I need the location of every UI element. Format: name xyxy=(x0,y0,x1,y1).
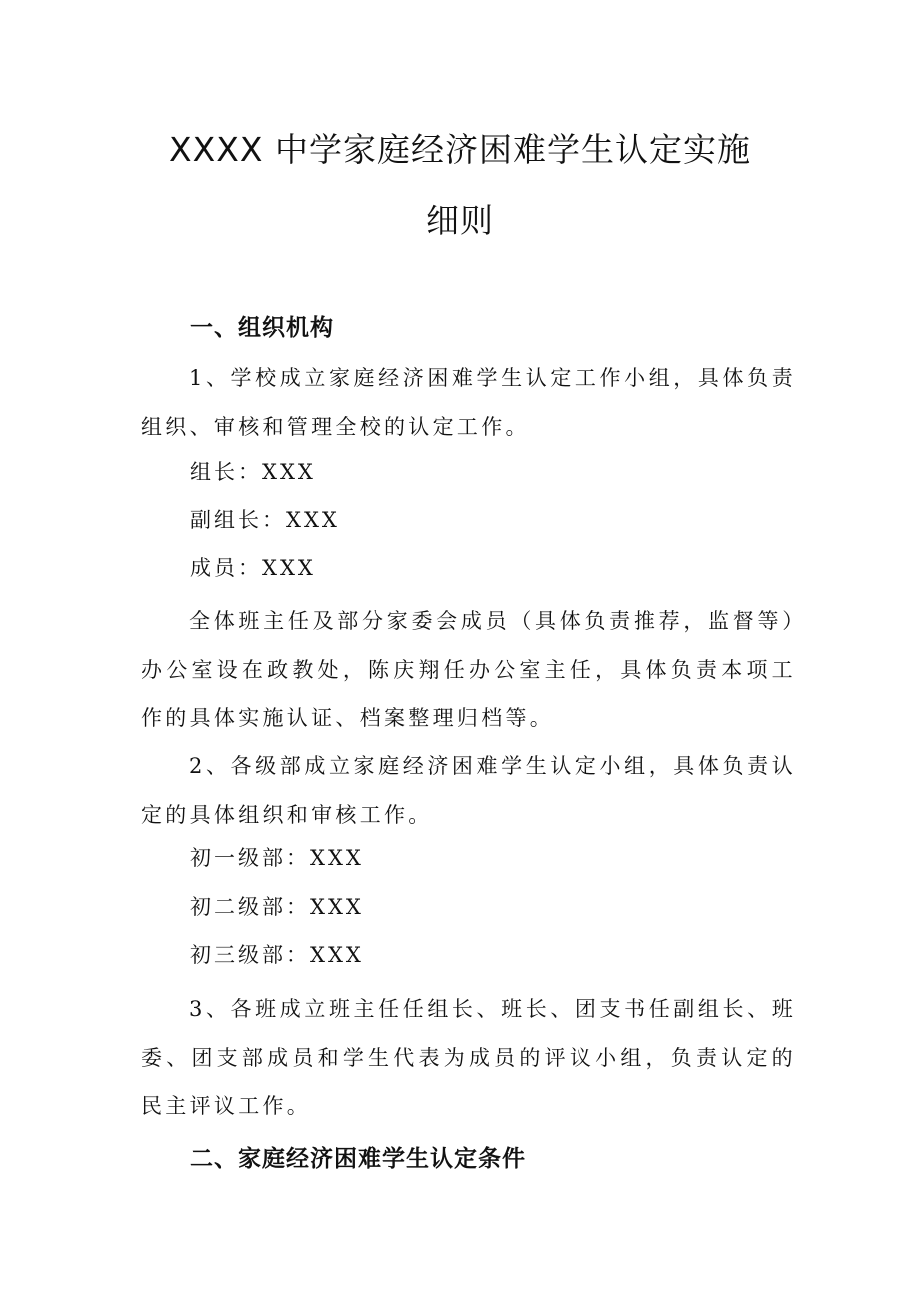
line-grade-3: 初三级部：XXX xyxy=(190,943,364,967)
document-title-line-1: XXXX 中学家庭经济困难学生认定实施 xyxy=(169,130,751,169)
line-grade-1: 初一级部：XXX xyxy=(190,846,364,870)
paragraph-item-1: 1、学校成立家庭经济困难学生认定工作小组，具体负责组织、审核和管理全校的认定工作。 xyxy=(141,366,796,439)
document-title-line-2: 细则 xyxy=(426,201,494,240)
paragraph-office: 全体班主任及部分家委会成员（具体负责推荐，监督等）办公室设在政教处，陈庆翔任办公室主任，具体负责本项工作的具体实施认证、档案整理归档等。 xyxy=(141,609,796,730)
line-leader: 组长：XXX xyxy=(190,460,316,484)
section-heading-conditions: 二、家庭经济困难学生认定条件 xyxy=(190,1146,526,1172)
line-grade-2: 初二级部：XXX xyxy=(190,895,364,919)
paragraph-item-2: 2、各级部成立家庭经济困难学生认定小组，具体负责认定的具体组织和审核工作。 xyxy=(141,754,796,827)
section-heading-organization: 一、组织机构 xyxy=(190,315,334,341)
line-vice-leader: 副组长：XXX xyxy=(190,508,340,532)
line-members: 成员：XXX xyxy=(190,556,316,580)
paragraph-item-3: 3、各班成立班主任任组长、班长、团支书任副组长、班委、团支部成员和学生代表为成员的评议小组，负责认定的民主评议工作。 xyxy=(141,997,796,1118)
